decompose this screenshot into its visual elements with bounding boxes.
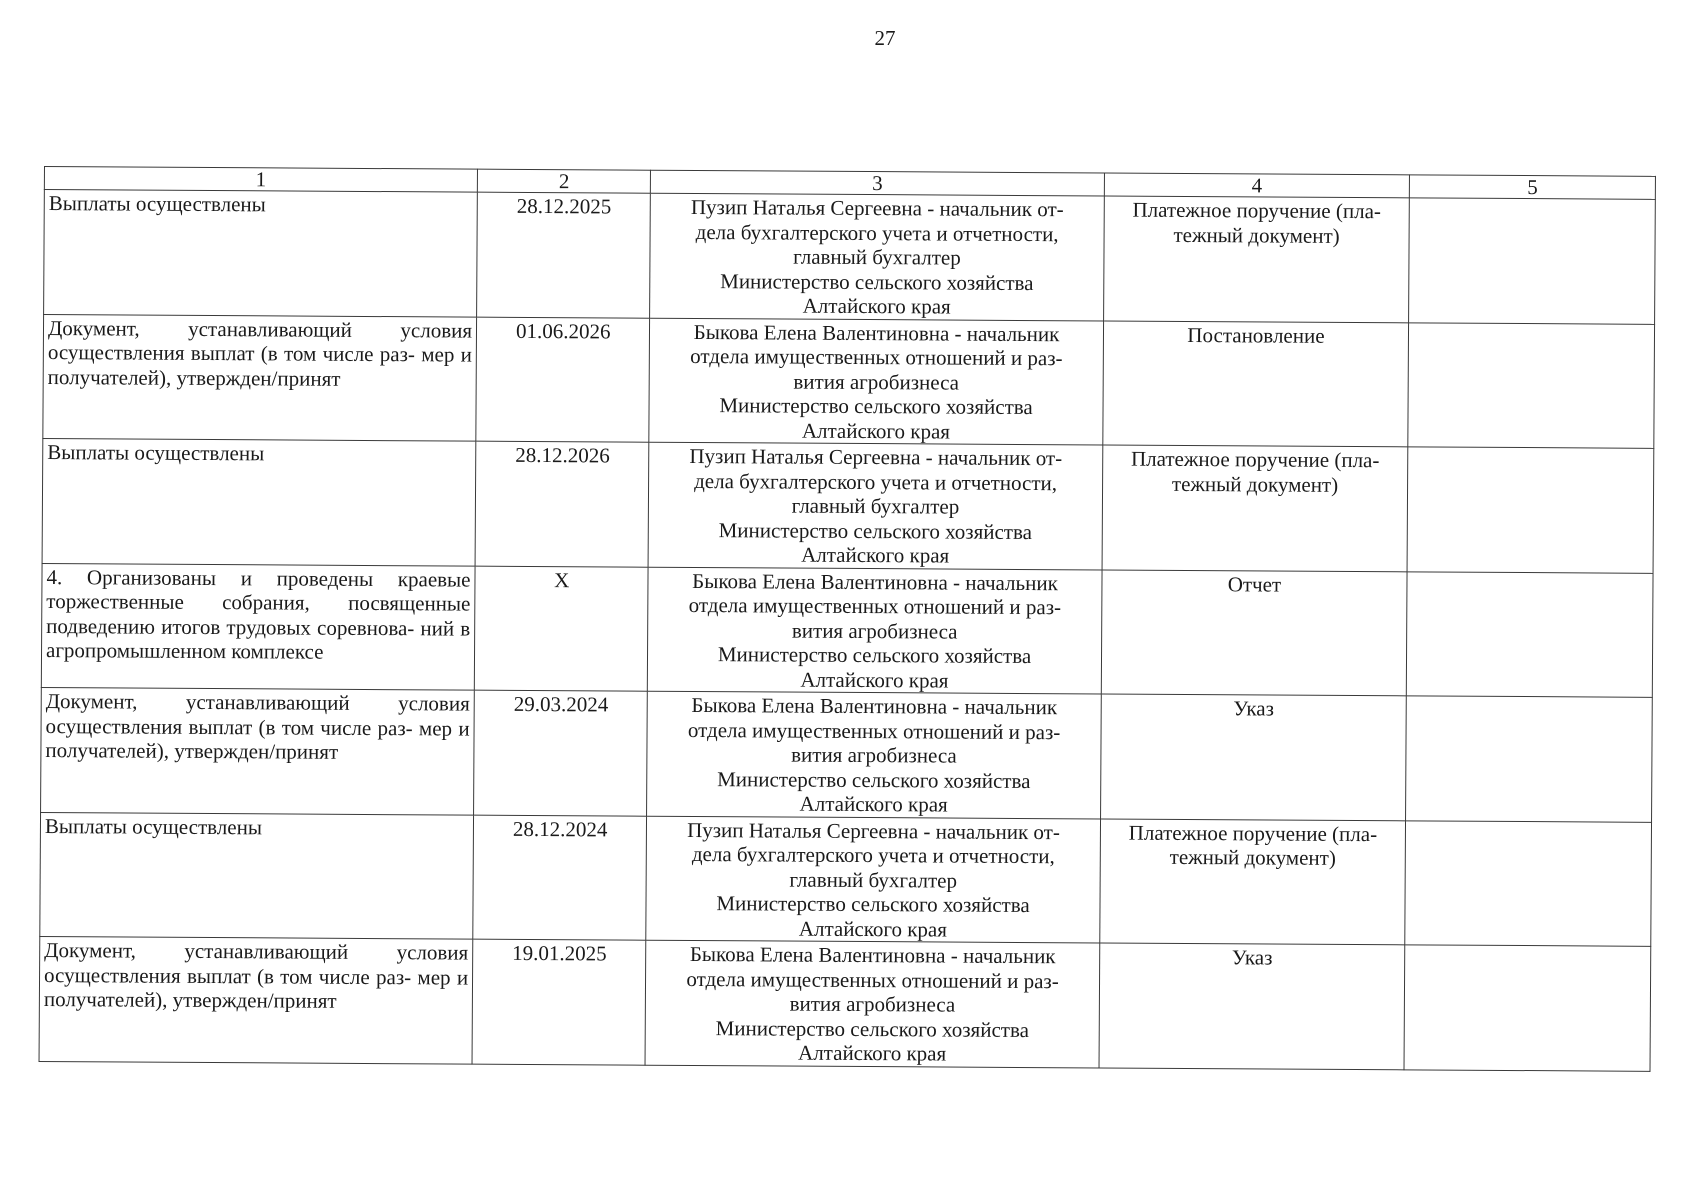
column-header-4: 4 — [1104, 173, 1410, 198]
responsible-cell — [647, 691, 1101, 818]
event-name-cell: Документ, устанавливающий условия осуществления выплат (в том числе раз- мер и получателей), утвержден/принят — [43, 314, 477, 441]
responsible-cell — [649, 318, 1103, 445]
table-row — [40, 812, 1652, 946]
responsible-line: отдела имущественных отношений и раз- — [690, 343, 1063, 371]
event-name-cell: Выплаты осуществлены — [44, 190, 478, 317]
responsible-line: вития агробизнеса — [791, 742, 957, 768]
table-row — [44, 190, 1656, 324]
responsible-cell — [649, 442, 1103, 569]
document-type-cell: Указ — [1100, 694, 1407, 820]
responsible-cell — [646, 940, 1100, 1067]
table-row — [41, 687, 1653, 821]
event-name-cell: Выплаты осуществлены — [40, 812, 474, 939]
responsible-line: дела бухгалтерского учета и отчетности, — [694, 468, 1058, 495]
schedule-table — [39, 166, 1656, 1071]
responsible-line: вития агробизнеса — [791, 618, 958, 644]
responsible-line: отдела имущественных отношений и раз- — [686, 966, 1059, 993]
responsible-line: дела бухгалтерского учета и отчетности, — [691, 841, 1055, 869]
document-type-cell: Постановление — [1102, 320, 1409, 446]
responsible-cell — [648, 567, 1102, 694]
table-row — [43, 314, 1655, 448]
responsible-cell — [650, 193, 1104, 320]
deadline-cell: X — [474, 566, 648, 692]
responsible-line: Пузип Наталья Сергеевна - начальник от- — [687, 817, 1060, 844]
responsible-line: Министерство сельского хозяйства — [718, 517, 1033, 544]
responsible-line: главный бухгалтер — [789, 867, 958, 893]
deadline-cell: 01.06.2026 — [476, 317, 650, 443]
deadline-cell: 28.12.2024 — [473, 815, 647, 941]
responsible-line: отдела имущественных отношений и раз- — [687, 717, 1061, 744]
column-header-2: 2 — [477, 169, 651, 193]
responsible-line: дела бухгалтерского учета и отчетности, — [695, 219, 1059, 246]
column-5-cell — [1408, 322, 1654, 448]
responsible-line: Министерство сельского хозяйства — [717, 642, 1032, 669]
responsible-line: Алтайского края — [799, 791, 948, 817]
event-name-cell: Документ, устанавливающий условия осуществления выплат (в том числе раз- мер и получателей), утвержден/принят — [41, 687, 475, 814]
responsible-line: Министерство сельского хозяйства — [715, 1015, 1030, 1042]
responsible-line: отдела имущественных отношений и раз- — [688, 592, 1062, 620]
column-header-3: 3 — [651, 170, 1104, 196]
responsible-line: вития агробизнеса — [793, 369, 960, 395]
event-name-cell: Выплаты осуществлены — [42, 438, 476, 565]
responsible-line: Быкова Елена Валентиновна - начальник — [693, 319, 1060, 346]
deadline-cell: 28.12.2026 — [475, 441, 649, 567]
responsible-line: Министерство сельского хозяйства — [716, 891, 1030, 918]
responsible-line: Алтайского края — [798, 1040, 947, 1066]
column-5-cell — [1407, 571, 1653, 697]
column-header-1: 1 — [44, 167, 477, 193]
deadline-cell: 29.03.2024 — [474, 690, 648, 816]
column-5-cell — [1406, 696, 1652, 822]
responsible-line: Министерство сельского хозяйства — [720, 268, 1034, 295]
responsible-line: главный бухгалтер — [791, 493, 960, 519]
responsible-cell — [646, 816, 1100, 943]
document-type-cell: Платежное поручение (пла- тежный документ) — [1103, 196, 1410, 322]
responsible-line: Быкова Елена Валентиновна - начальник — [689, 941, 1056, 969]
responsible-line: Алтайского края — [802, 293, 951, 319]
document-type-cell: Платежное поручение (пла- тежный документ) — [1102, 445, 1409, 571]
responsible-line: Министерство сельского хозяйства — [719, 393, 1033, 420]
table-body — [39, 190, 1655, 1071]
document-type-cell: Отчет — [1101, 569, 1408, 695]
document-type-cell: Указ — [1099, 943, 1406, 1069]
deadline-cell: 28.12.2025 — [477, 192, 651, 318]
responsible-line: Алтайского края — [800, 667, 949, 693]
document-type-cell: Платежное поручение (пла- тежный документ) — [1099, 818, 1406, 944]
responsible-line: Алтайского края — [801, 542, 950, 568]
table-row — [39, 936, 1651, 1070]
responsible-line: Быкова Елена Валентиновна - начальник — [692, 568, 1058, 595]
responsible-line: Быкова Елена Валентиновна - начальник — [691, 692, 1058, 720]
responsible-line: Алтайского края — [801, 418, 951, 444]
responsible-line: главный бухгалтер — [793, 244, 961, 270]
column-5-cell — [1405, 820, 1651, 946]
event-name-cell: 4. Организованы и проведены краевые торжественные собрания, посвященные подведению итогов трудовых соревнова- ний в агропромышленном комплексе — [41, 563, 475, 690]
event-name-cell: Документ, устанавливающий условия осуществления выплат (в том числе раз- мер и получателей), утвержден/принят — [39, 936, 473, 1063]
responsible-line: вития агробизнеса — [789, 991, 956, 1017]
column-5-cell — [1407, 447, 1653, 573]
page-number: 27 — [874, 26, 896, 50]
deadline-cell: 19.01.2025 — [472, 939, 646, 1065]
responsible-line: Пузип Наталья Сергеевна - начальник от- — [689, 443, 1063, 471]
responsible-line: Министерство сельского хозяйства — [717, 766, 1031, 793]
column-5-cell — [1409, 198, 1655, 324]
table-row — [41, 563, 1653, 697]
responsible-line: Алтайского края — [798, 916, 948, 942]
column-5-cell — [1404, 945, 1650, 1071]
table-row — [42, 438, 1654, 572]
responsible-line: Пузип Наталья Сергеевна - начальник от- — [690, 194, 1064, 222]
column-header-5: 5 — [1410, 175, 1656, 200]
